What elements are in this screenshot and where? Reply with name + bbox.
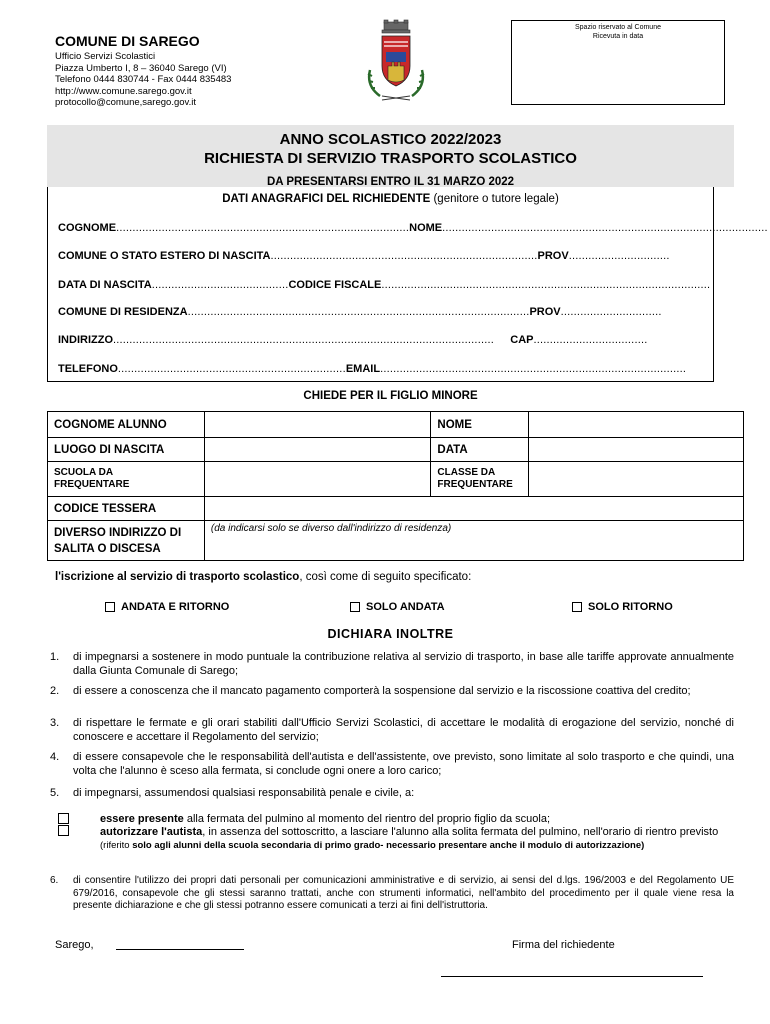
nome-alunno-label: NOME [431,412,529,438]
comune-residenza-label: COMUNE DI RESIDENZA [58,306,188,318]
declaration-item-5: 5. di impegnarsi, assumendosi qualsiasi responsabilità penale e civile, a: [50,787,415,799]
data-alunno-label: DATA [431,438,529,462]
codice-fiscale-label: CODICE FISCALE [288,279,382,291]
reserved-box [511,20,725,105]
row-indirizzo [58,334,708,346]
row-comune-nascita [58,250,708,262]
municipality-title: COMUNE DI SAREGO [55,33,200,49]
scuola-label: SCUOLA DA FREQUENTARE [48,462,205,497]
option-solo-andata[interactable]: SOLO ANDATA [350,601,445,613]
checkbox-icon[interactable] [105,602,115,612]
scuola-field[interactable] [204,462,431,497]
data-nascita-label: DATA DI NASCITA [58,279,152,291]
row-telefono-email [58,363,708,375]
comune-residenza-field[interactable]: ......................................................................................................... [187,306,530,318]
option-andata-ritorno[interactable]: ANDATA E RITORNO [105,601,229,613]
data-alunno-field[interactable] [529,438,744,462]
declaration-item-4: 4. di essere consapevole che le responsabilità dell'autista e dell'assistente, ove previsto, sono limitate al solo trasporto e che quindi, una volta che l'alunno è sceso alla fermata, si conclude ogni onere a loro carico; [50,751,734,777]
prov-residenza-label: PROV [529,306,561,318]
declaration-item-1: 1. di impegnarsi a sostenere in modo puntuale la contribuzione relativa al servizio di trasporto, in base alle tariffe approvate annualmente dalla Giunta Comunale di Sarego; [50,651,734,677]
codice-tessera-field[interactable] [204,497,743,521]
minor-data-table [47,411,744,561]
nome-field[interactable]: .................................................................................................... [442,222,768,234]
declaration-item-2: 2. di essere a conoscenza che il mancato pagamento comporterà la sospensione dal servizio e la riscossione coattiva del credito; [50,685,691,697]
option-solo-ritorno[interactable]: SOLO RITORNO [572,601,673,613]
cognome-alunno-field[interactable] [204,412,431,438]
deadline-text: DA PRESENTARSI ENTRO IL 31 MARZO 2022 [266,176,515,188]
cognome-label: COGNOME [58,222,117,234]
prov-residenza-field[interactable]: ............................... [560,306,662,318]
received-date-label: Ricevuta in data [592,32,644,40]
indirizzo-field[interactable]: ..................................................................................................................... [113,334,511,346]
sub-essere-presente: essere presente alla fermata del pulmino al momento del rientro del proprio figlio da scuola; [100,813,551,825]
row-cognome-nome [58,222,768,234]
signature-field[interactable] [441,976,703,977]
checkbox-icon[interactable] [572,602,582,612]
date-field[interactable] [116,949,244,950]
declaration-title: DICHIARA INOLTRE [327,627,454,641]
indirizzo-label: INDIRIZZO [58,334,113,346]
signature-label: Firma del richiedente [512,939,615,951]
school-year-title: ANNO SCOLASTICO 2022/2023 [279,131,502,148]
applicant-section-title: DATI ANAGRAFICI DEL RICHIEDENTE (genitore o tutore legale) [222,193,559,205]
office-website: http://www.comune.sarego.gov.it [55,85,192,97]
nome-alunno-field[interactable] [529,412,744,438]
office-email: protocollo@comune,sarego.gov.it [55,97,196,108]
prov-nascita-label: PROV [537,250,569,262]
comune-nascita-label: COMUNE O STATO ESTERO DI NASCITA [58,250,271,262]
sub-autorizzare: autorizzare l'autista, in assenza del sottoscritto, a lasciare l'alunno alla solita fermata del pulmino, nell'orario di rientro previsto (riferito solo agli alunni della scuola secondaria di primo grado- necessario presentare anche il modulo di autorizzazione) [100,826,719,851]
checkbox-essere-presente[interactable] [58,813,69,824]
checkbox-icon[interactable] [350,602,360,612]
cap-label: CAP [510,334,534,346]
data-nascita-field[interactable]: .......................................... [151,279,289,291]
office-address: Piazza Umberto I, 8 – 36040 Sarego (VI) [55,62,227,74]
classe-field[interactable] [529,462,744,497]
classe-label: CLASSE DA FREQUENTARE [431,462,529,497]
enrollment-text: l'iscrizione al servizio di trasporto scolastico, così come di seguito specificato: [55,571,472,583]
prov-nascita-field[interactable]: ............................... [568,250,670,262]
comune-nascita-field[interactable]: .................................................................................. [270,250,538,262]
codice-tessera-label: CODICE TESSERA [48,497,205,521]
coat-of-arms-icon [360,20,432,102]
email-label: EMAIL [345,363,381,375]
checkbox-autorizzare[interactable] [58,825,69,836]
telefono-label: TELEFONO [58,363,118,375]
minor-section-title: CHIEDE PER IL FIGLIO MINORE [303,390,478,402]
row-data-codice [58,279,711,291]
row-comune-residenza [58,306,708,318]
office-contact-block [55,51,231,109]
codice-fiscale-field[interactable]: ..................................................................................................... [381,279,711,291]
cap-field[interactable]: ................................... [533,334,648,346]
diverso-indirizzo-label: DIVERSO INDIRIZZO DI SALITA O DISCESA [48,521,205,561]
declaration-item-3: 3. di rispettare le fermate e gli orari stabiliti dall'Ufficio Servizi Scolastici, di accettare le modalità di erogazione del servizio, nonché di conoscere e accettare il Regolamento del servizio; [50,717,734,743]
request-title: RICHIESTA DI SERVIZIO TRASPORTO SCOLASTICO [204,150,577,167]
place-label: Sarego, [55,939,94,951]
nome-label: NOME [409,222,443,234]
email-field[interactable]: .............................................................................................. [380,363,687,375]
reserved-label: Spazio riservato al Comune [575,24,661,31]
declaration-item-6: 6. di consentire l'utilizzo dei propri dati personali per comunicazioni amministrative e di servizio, ai sensi del d.lgs. 196/2003 e del Regolamento UE 679/2016, consapevole che gli stessi saranno trattati, anche con strumenti informatici, nell'ambito del procedimento per il quale viene resa la presente dichiarazione e che gli stessi potranno essere comunicati a terzi ai fini dell'istruttoria. [50,875,734,911]
telefono-field[interactable]: ...................................................................... [117,363,346,375]
office-name: Ufficio Servizi Scolastici [55,51,156,62]
office-phone: Telefono 0444 830744 - Fax 0444 835483 [55,74,232,85]
cognome-alunno-label: COGNOME ALUNNO [48,412,205,438]
diverso-indirizzo-field[interactable]: (da indicarsi solo se diverso dall'indirizzo di residenza) [204,521,743,561]
luogo-nascita-label: LUOGO DI NASCITA [48,438,205,462]
luogo-nascita-field[interactable] [204,438,431,462]
cognome-field[interactable]: .......................................................................................... [116,222,410,234]
